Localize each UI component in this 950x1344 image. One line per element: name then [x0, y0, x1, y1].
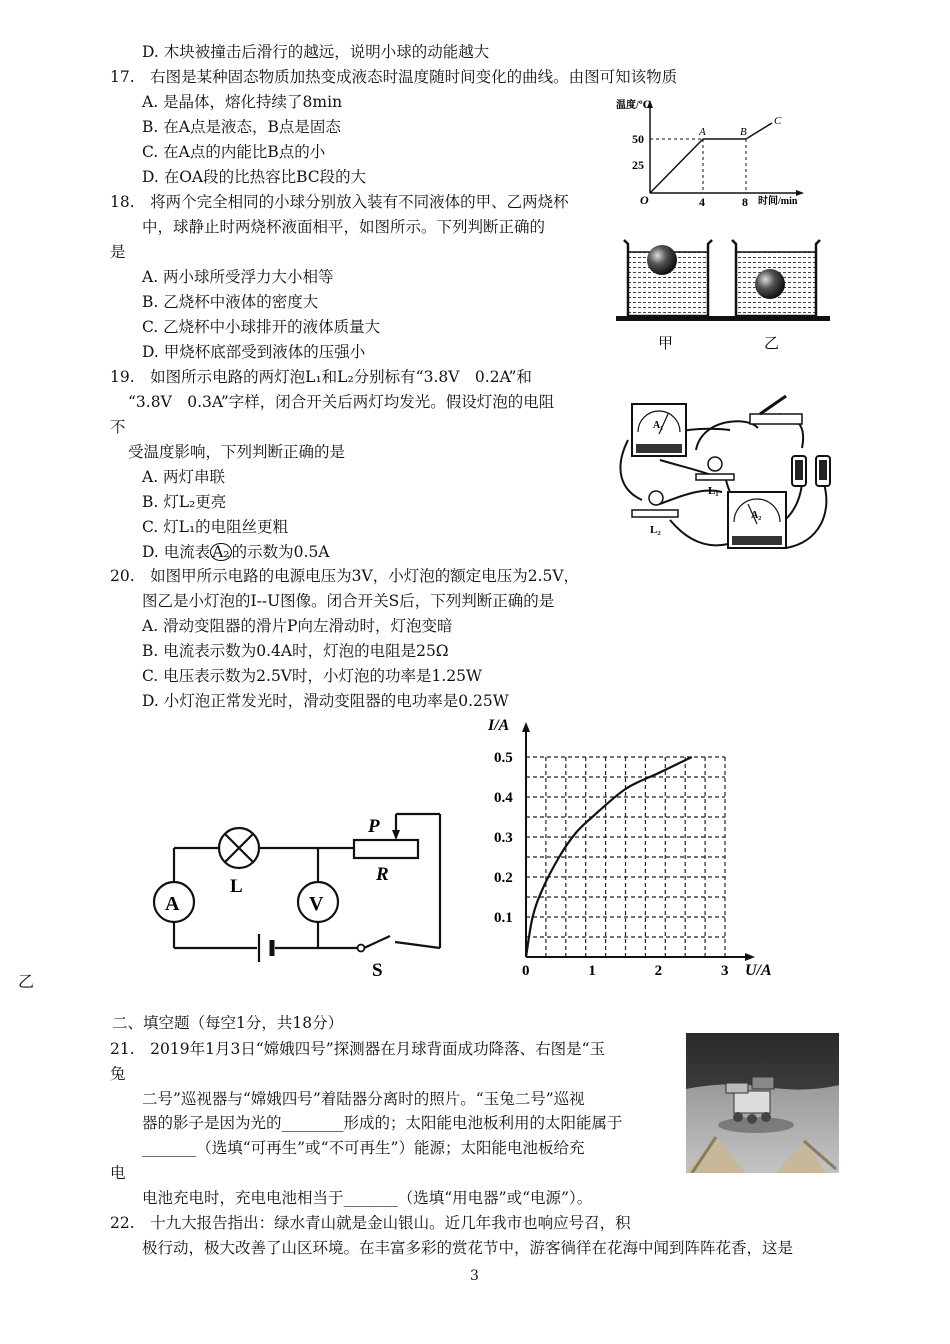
label-jia: 甲: [658, 336, 674, 352]
y-axis-arrow: [522, 722, 530, 732]
yutu-rover-photo: [686, 1033, 839, 1173]
q17-xlabel: 时间/min: [758, 196, 798, 207]
x-tick-label: 3: [721, 963, 729, 979]
ammeter-a2-symbol: A₂: [212, 543, 230, 561]
q17-point-c: C: [774, 115, 782, 127]
x-tick-label: 1: [588, 963, 596, 979]
svg-text:L: L: [230, 876, 243, 897]
q17-xtick-8: 8: [742, 195, 748, 209]
y-tick-label: 0.4: [494, 790, 513, 806]
rheostat-r: [354, 816, 418, 885]
battery-symbol: [259, 934, 272, 962]
q20-option-b: B. 电流表示数为0.4A时，灯泡的电阻是25Ω: [142, 642, 449, 660]
ball-yi: [755, 269, 785, 299]
section-2-title: 二、填空题（每空1分，共18分）: [112, 1014, 344, 1032]
svg-text:A: A: [165, 893, 180, 915]
q19-option-a: A. 两灯串联: [142, 468, 226, 486]
q19-stem-2: “3.8V 0.3A”字样，闭合开关后两灯均发光。假设灯泡的电阻: [128, 393, 555, 411]
svg-text:A₂: A₂: [751, 510, 762, 521]
ammeter-a-symbol: [154, 882, 194, 922]
q18-stem-3: 是: [110, 243, 126, 261]
q18-stem-1: 18. 将两个完全相同的小球分别放入装有不同液体的甲、乙两烧杯: [110, 193, 569, 211]
svg-text:V: V: [309, 893, 324, 915]
svg-text:R: R: [376, 864, 389, 885]
q17-point-b: B: [740, 126, 747, 138]
q17-option-a: A. 是晶体，熔化持续了8min: [142, 93, 343, 111]
ball-jia: [647, 245, 677, 275]
q17-stem: 17. 右图是某种固态物质加热变成液态时温度随时间变化的曲线。由图可知该物质: [110, 68, 678, 86]
voltmeter-v-symbol: [298, 882, 338, 922]
q18-beakers-figure: [612, 230, 834, 354]
q19-stem-1: 19. 如图所示电路的两灯泡L₁和L₂分别标有“3.8V 0.2A”和: [110, 368, 532, 386]
x-axis-label: U/A: [745, 962, 772, 979]
ammeter-a1: [632, 404, 686, 456]
q19-stem-3: 不: [110, 418, 126, 436]
q20-option-d: D. 小灯泡正常发光时，滑动变阻器的电功率是0.25W: [142, 692, 509, 710]
q20-option-c: C. 电压表示数为2.5V时，小灯泡的功率是1.25W: [142, 667, 482, 685]
q19-option-b: B. 灯L₂更亮: [142, 493, 227, 511]
side-label-yi: 乙: [18, 972, 35, 991]
battery-pair: [792, 456, 830, 486]
y-tick-label: 0.3: [494, 830, 513, 846]
q21-line-5: _______（选填“可再生”或“不可再生”）能源；太阳能电池板给充: [142, 1139, 585, 1157]
page-number: 3: [470, 1268, 479, 1284]
beaker-yi: [732, 240, 820, 316]
iu-chart: [470, 712, 790, 984]
q17-ytick-25: 25: [632, 158, 644, 172]
q21-line-6: 电: [110, 1164, 126, 1182]
q17-ytick-50: 50: [632, 132, 644, 146]
q18-option-c: C. 乙烧杯中小球排开的液体质量大: [142, 318, 381, 336]
q17-temperature-graph: [610, 96, 810, 210]
y-tick-label: 0.1: [494, 910, 513, 926]
q19-option-d: D. 电流表 A₂ 的示数为0.5A: [142, 543, 330, 561]
y-tick-label: 0.5: [494, 750, 513, 766]
q21-line-1: 21. 2019年1月3日“嫦娥四号”探测器在月球背面成功降落、右图是“玉: [110, 1040, 606, 1058]
q17-option-d: D. 在OA段的比热容比BC段的大: [142, 168, 367, 186]
svg-text:P: P: [368, 816, 380, 837]
q17-point-a: A: [699, 126, 706, 138]
q17-option-b: B. 在A点是液态，B点是固态: [142, 118, 341, 136]
q21-line-3: 二号”巡视器与“嫦娥四号”着陆器分离时的照片。“玉兔二号”巡视: [142, 1090, 585, 1108]
q18-option-d: D. 甲烧杯底部受到液体的压强小: [142, 343, 366, 361]
svg-text:A₁: A₁: [653, 420, 664, 431]
y-axis-label: I/A: [488, 717, 510, 734]
label-yi: 乙: [764, 336, 780, 352]
q22-line-1: 22. 十九大报告指出：绿水青山就是金山银山。近几年我市也响应号召，积: [110, 1214, 631, 1232]
switch: [750, 396, 802, 424]
q21-line-7: 电池充电时，充电电池相当于_______（选填“用电器”或“电源”）。: [142, 1189, 593, 1207]
x-tick-label: 0: [522, 963, 530, 979]
q19-circuit-figure: [610, 388, 842, 556]
q17-xtick-4: 4: [699, 195, 705, 209]
q21-line-2: 兔: [110, 1065, 126, 1083]
q20-option-a: A. 滑动变阻器的滑片P向左滑动时，灯泡变暗: [142, 617, 453, 635]
y-tick-label: 0.2: [494, 870, 513, 886]
q20-stem-2: 图乙是小灯泡的I--U图像。闭合开关S后，下列判断正确的是: [142, 592, 555, 610]
q21-line-4: 器的影子是因为光的________形成的；太阳能电池板利用的太阳能属于: [142, 1114, 623, 1132]
q20-stem-1: 20. 如图甲所示电路的电源电压为3V，小灯泡的额定电压为2.5V，: [110, 567, 580, 585]
ammeter-a2: [728, 492, 786, 548]
x-tick-label: 2: [654, 963, 663, 979]
q19-option-c: C. 灯L₁的电阻丝更粗: [142, 518, 289, 536]
q16-option-d: D. 木块被撞击后滑行的越远，说明小球的动能越大: [142, 43, 490, 61]
q17-ylabel: 温度/℃: [616, 100, 651, 111]
q18-option-a: A. 两小球所受浮力大小相等: [142, 268, 334, 286]
svg-text:S: S: [372, 960, 383, 981]
q19-stem-4: 受温度影响，下列判断正确的是: [128, 443, 346, 461]
beaker-jia: [624, 240, 712, 316]
q20-circuit-diagram: [140, 800, 450, 985]
q22-line-2: 极行动，极大改善了山区环境。在丰富多彩的赏花节中，游客徜徉在花海中闻到阵阵花香，这是: [142, 1239, 794, 1257]
q18-stem-2: 中，球静止时两烧杯液面相平，如图所示。下列判断正确的: [142, 218, 546, 236]
q18-option-b: B. 乙烧杯中液体的密度大: [142, 293, 319, 311]
q17-option-c: C. 在A点的内能比B点的小: [142, 143, 326, 161]
svg-text:L₁: L₁: [708, 485, 719, 497]
svg-text:L₂: L₂: [650, 524, 661, 536]
lamp-l-symbol: [219, 828, 259, 897]
q17-origin: O: [640, 193, 649, 207]
switch-s-symbol: [358, 945, 383, 982]
x-axis-arrow: [745, 953, 755, 961]
